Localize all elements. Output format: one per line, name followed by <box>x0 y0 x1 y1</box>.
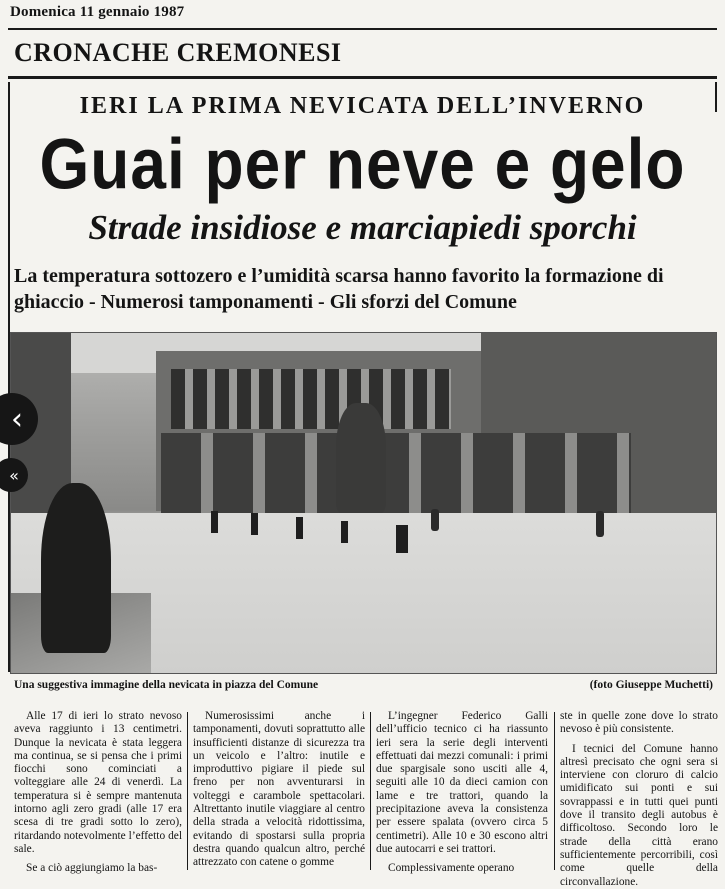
arcade <box>161 433 631 523</box>
paragraph: Complessivamente operano <box>388 862 515 875</box>
bollard <box>251 513 258 535</box>
bollard <box>396 525 408 553</box>
tree <box>336 403 386 513</box>
chevron-left-icon: ‹ <box>11 401 23 437</box>
article-column-2 <box>193 710 365 872</box>
paragraph: I tecnici del Comune hanno altresì precisato che ogni sera si interviene con cloruro di calcio umidificato sui ponti e sui sovrappassi e in tutti quei punti dove il transito degli autobus è difficoltoso. Secondo loro le strade della città erano sufficientemente percorribili, così come quelle della circonvallazione. <box>560 742 718 888</box>
kicker: IERI LA PRIMA NEVICATA DELL’INVERNO <box>79 93 646 119</box>
paragraph: L’ingegner Federico Galli dell’ufficio tecnico ci ha riassunto ieri sera la serie degli interventi effettuati dai mezzi comunali: i primi due spargisale sono usciti alle 4, seguiti alle 10 da dieci camion con lame e tre trattori, quando la precipitazione aveva la consistenza per essere spalata (ovvero circa 5 centimetri). Alle 10 e 30 escono altri due autocarri e sei trattori. <box>376 710 548 855</box>
pedestrian <box>431 509 439 531</box>
pedestrian <box>596 511 604 537</box>
section-rule <box>8 76 717 79</box>
deck: La temperatura sottozero e l’umidità scarsa hanno favorito la formazione di ghiaccio - Numerosi tamponamenti - Gli sforzi del Comune <box>14 265 664 313</box>
loggia <box>171 369 451 429</box>
bollard <box>211 511 218 533</box>
photo-caption: Una suggestiva immagine della nevicata in piazza del Comune <box>14 679 319 691</box>
news-photo <box>10 332 717 674</box>
bollard <box>296 517 303 539</box>
top-rule <box>8 28 717 30</box>
photo-credit: (foto Giuseppe Muchetti) <box>589 679 713 691</box>
column-divider <box>187 712 188 870</box>
bollard <box>341 521 348 543</box>
double-chevron-left-icon: « <box>9 465 19 485</box>
paragraph: Numerosissimi anche i tamponamenti, dovuti soprattutto alle insufficienti distanze di sicurezza tra un veicolo e l’altro: inutile e improduttivo pigiare il piede sul freno per non avventurarsi in volteggi e carambole spettacolari. Altrettanto inutile viaggiare al centro della strada a velocità ridottissima, evitando di spostarsi sulla propria destra quando qualcun altro, perché attrezzato con catene o gomme <box>193 710 365 869</box>
column-divider <box>554 712 555 870</box>
paragraph: Se a ciò aggiungiamo la bas- <box>26 862 158 875</box>
section-title: CRONACHE CREMONESI <box>14 38 342 67</box>
subheadline: Strade insidiose e marciapiedi sporchi <box>88 208 637 247</box>
article-column-3 <box>376 710 548 875</box>
paragraph: ste in quelle zone dove lo strato nevoso è più consistente. <box>560 710 718 736</box>
dateline: Domenica 11 gennaio 1987 <box>10 4 185 20</box>
article-column-4 <box>560 710 718 888</box>
headline: Guai per neve e gelo <box>39 123 686 205</box>
paragraph: Alle 17 di ieri lo strato nevoso aveva raggiunto i 13 centimetri. Dunque la nevicata è stata leggera ma continua, se si pensa che i primi fiocchi sono cominciati a volteggiare alle 24 di venerdì. La temperatura si è sempre mantenuta intorno agli zero gradi (alle 17 era scesa di tre gradi sotto lo zero), ritardando notevolmente l’effetto del sale. <box>14 710 182 855</box>
article-column-1 <box>14 710 182 875</box>
person-with-umbrella <box>41 483 111 653</box>
column-divider <box>370 712 371 870</box>
